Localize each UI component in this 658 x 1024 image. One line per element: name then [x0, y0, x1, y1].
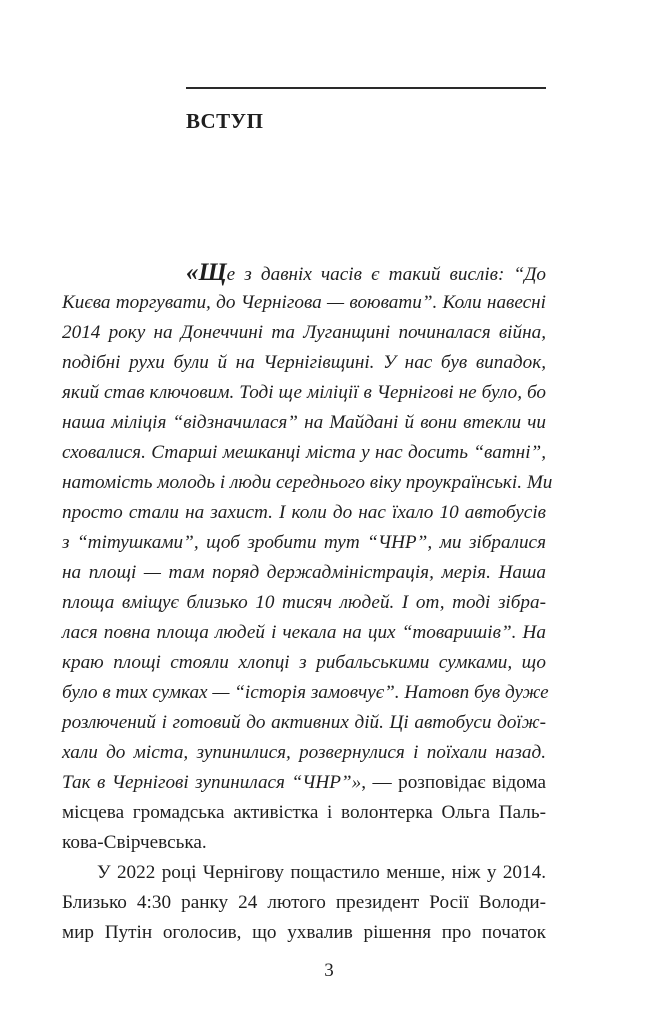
quote-line-3: 2014 року на Донеччині та Луганщині починалася війна, — [62, 322, 546, 343]
attribution-start: , — розповідає відома — [361, 772, 546, 793]
quote-line-2: Києва торгувати, до Чернігова — воювати”. Коли навесні — [62, 292, 546, 313]
quote-line-4: подібні рухи були й на Чернігівщині. У нас був випадок, — [62, 352, 546, 373]
attribution-line-2: місцева громадська активістка і волонтерка Ольга Паль- — [62, 802, 546, 823]
quote-line-13: лася повна площа людей і чекала на цих “товаришів”. На — [62, 622, 546, 643]
quote-line-12: площа вміщує близько 10 тисяч людей. І от, тоді зібра- — [62, 592, 546, 613]
paragraph-2-line-1: У 2022 році Чернігову пощастило менше, ніж у 2014. — [97, 862, 546, 883]
quote-line-1: «Ще з давніх часів є такий вислів: “До — [186, 259, 546, 286]
chapter-title: ВСТУП — [186, 109, 264, 133]
quote-line-16: розлючений і готовий до активних дій. Ці автобуси доїж- — [62, 712, 546, 733]
quote-line-11: на площі — там поряд держадміністрація, мерія. Наша — [62, 562, 546, 583]
quote-line-8: натомість молодь і люди середнього віку проукраїнські. Ми — [62, 472, 553, 493]
paragraph-2-line-3: мир Путін оголосив, що ухвалив рішення про початок — [62, 922, 546, 943]
quote-line-6: наша міліція “відзначилася” на Майдані й вони втекли чи — [62, 412, 546, 433]
quote-line-18 — [62, 768, 546, 798]
quote-line-17: хали до міста, зупинилися, розвернулися і поїхали назад. — [62, 742, 546, 763]
quote-line-10: з “тітушками”, щоб зробити тут “ЧНР”, ми зібралися — [62, 532, 546, 553]
header-rule — [186, 87, 546, 89]
attribution-line-3: кова-Свірчевська. — [62, 832, 207, 853]
page-number: 3 — [324, 960, 334, 981]
quote-line-9: просто стали на захист. І коли до нас їхало 10 автобусів — [62, 502, 546, 523]
quote-line-14: краю площі стояли хлопці з рибальськими сумками, що — [62, 652, 546, 673]
quote-closing: Так в Чернігові зупинилася “ЧНР”» — [62, 772, 362, 793]
quote-line-7: сховалися. Старші мешканці міста у нас досить “ватні”, — [62, 442, 546, 463]
quote-line-5: який став ключовим. Тоді ще міліції в Чернігові не було, бо — [62, 382, 546, 403]
quote-line-15: було в тих сумках — “історія замовчує”. Натовп був дуже — [62, 682, 549, 703]
dropcap: «Щ — [186, 259, 227, 286]
paragraph-2-line-2: Близько 4:30 ранку 24 лютого президент Росії Володи- — [62, 892, 546, 913]
